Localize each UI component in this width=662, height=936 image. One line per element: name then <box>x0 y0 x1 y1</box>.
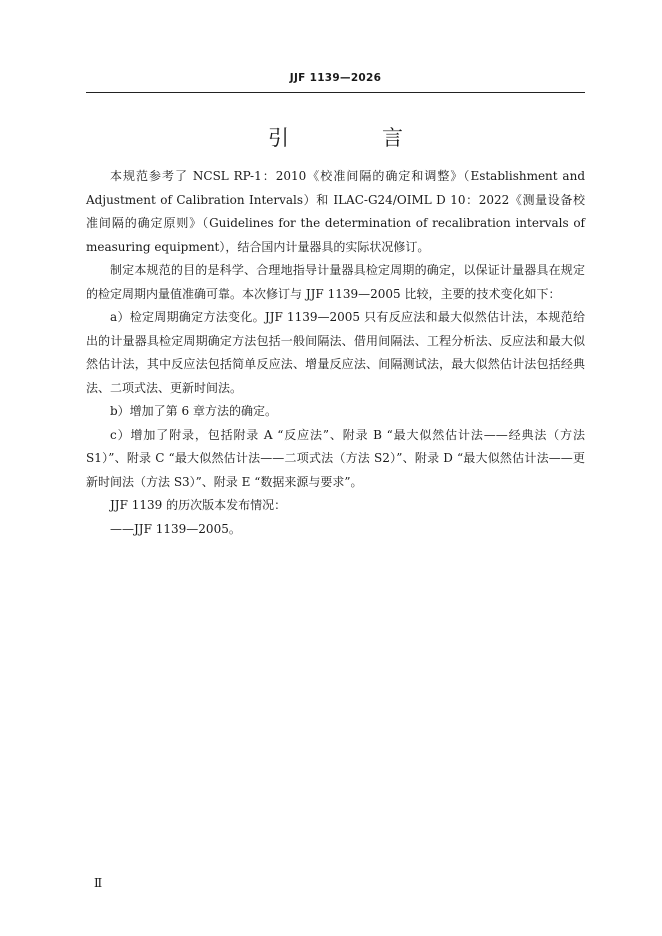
paragraph-purpose: 制定本规范的目的是科学、合理地指导计量器具检定周期的确定，以保证计量器具在规定的检定周期内量值准确可靠。本次修订与 JJF 1139—2005 比较，主要的技术变化如下： <box>86 263 585 301</box>
paragraph-change-a: a）检定周期确定方法变化。JJF 1139—2005 只有反应法和最大似然估计法，本规范给出的计量器具检定周期确定方法包括一般间隔法、借用间隔法、工程分析法、反应法和最大似然估计法，其中反应法包括简单反应法、增量反应法、间隔测试法，最大似然估计法包括经典法、二项式法、更新时间法。 <box>86 310 585 395</box>
body-text <box>86 165 585 541</box>
paragraph-previous-version: ——JJF 1139—2005。 <box>110 521 241 536</box>
paragraph-references: 本规范参考了 NCSL RP-1：2010《校准间隔的确定和调整》（Establishment and Adjustment of Calibration Intervals）和 ILAC-G24/OIML D 10：2022《测量设备校准间隔的确定原则》（Guidelines for the determination of recalibration intervals of measuring equipment），结合国内计量器具的实际状况修订。 <box>86 169 585 254</box>
page-header: JJF 1139—2026 <box>289 72 382 84</box>
page-number: Ⅱ <box>94 876 103 890</box>
header-rule <box>86 92 585 93</box>
paragraph-change-b: b）增加了第 6 章方法的确定。 <box>110 404 277 418</box>
paragraph-history: JJF 1139 的历次版本发布情况： <box>110 498 287 512</box>
paragraph-change-c: c）增加了附录，包括附录 A “反应法”、附录 B “最大似然估计法——经典法（方法 S1）”、附录 C “最大似然估计法——二项式法（方法 S2）”、附录 D “最大似然估计法——更新时间法（方法 S3）”、附录 E “数据来源与要求”。 <box>86 427 585 489</box>
section-title: 引 言 <box>268 126 439 150</box>
